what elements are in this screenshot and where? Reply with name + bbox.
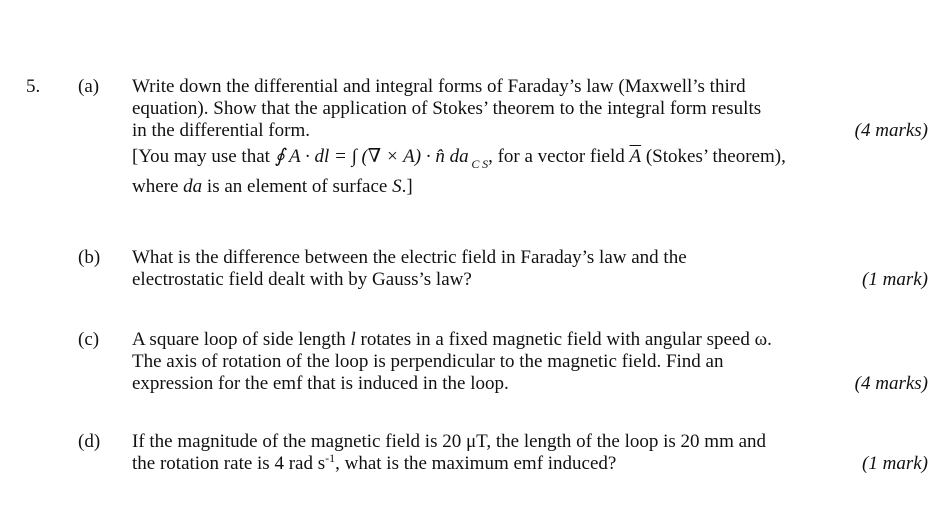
part-b-line-1 [132,247,928,269]
part-a-surface-symbol: S [392,176,402,197]
part-c-line-3 [132,373,928,395]
part-c-body [132,329,928,395]
part-c-marks: (4 marks) [854,373,928,394]
part-c-line-2 [132,351,928,373]
stokes-formula [275,142,469,172]
part-d-line-1 [132,431,928,453]
part-c-label: (c) [78,329,100,350]
part-d-exponent: -1 [325,451,336,465]
part-a-hint-close: (Stokes’ theorem), [645,146,786,167]
part-c-text-3: expression for the emf that is induced in the loop. [132,373,509,394]
part-a-body [132,76,928,198]
part-a-line-5 [132,176,928,198]
part-c-length-symbol: l [350,329,356,350]
part-b-text-2: electrostatic field dealt with by Gauss’s law? [132,269,472,290]
part-a-line-4 [132,142,928,172]
stokes-formula-text: ∮ A · dl = ∫ (∇ × A) · n̂ da [274,146,469,167]
part-a-hint-tail: , for a vector field [488,146,625,167]
part-d-body [132,431,928,475]
part-d-marks: (1 mark) [862,453,928,474]
part-b-label: (b) [78,247,101,268]
part-d-line-2 [132,453,928,475]
question-number: 5. [26,76,41,97]
part-d-text-2a: the rotation rate is 4 rad s [132,453,326,474]
part-c-text-1a: A square loop of side length [132,329,346,350]
part-a-line-2 [132,98,928,120]
part-a-line-1 [132,76,928,98]
part-a-surface-text: is an element of surface [206,176,388,197]
part-b-text-1: What is the difference between the electric field in Faraday’s law and the [132,247,687,268]
part-d-label: (d) [78,431,101,452]
part-a-text-3: in the differential form. [132,120,310,141]
part-a-text-1: Write down the differential and integral forms of Faraday’s law (Maxwell’s third [132,76,746,97]
part-a-label: (a) [78,76,100,97]
part-a-text-2: equation). Show that the application of Stokes’ theorem to the integral form results [132,98,762,119]
part-a-line-3 [132,120,928,142]
formula-subscript-c: C [471,157,480,171]
part-a-marks: (4 marks) [854,120,928,141]
part-b-marks: (1 mark) [862,269,928,290]
part-b-line-2 [132,269,928,291]
part-d-text-1: If the magnitude of the magnetic field is 20 μT, the length of the loop is 20 mm and [132,431,767,452]
vector-field-symbol: $\overline{A}$ [629,146,642,167]
part-c-text-1b: rotates in a fixed magnetic field with angular speed ω. [360,329,772,350]
formula-subscript-s: S [482,157,489,171]
part-a-da: da [183,176,203,197]
part-a-hint-open: [You may use that [132,146,270,167]
part-a-where: where [132,176,179,197]
part-d-text-2b: , what is the maximum emf induced? [335,453,617,474]
part-c-text-2: The axis of rotation of the loop is perpendicular to the magnetic field. Find an [132,351,724,372]
part-a-close-bracket: .] [401,176,413,197]
part-b-body [132,247,928,291]
part-c-line-1 [132,329,928,351]
